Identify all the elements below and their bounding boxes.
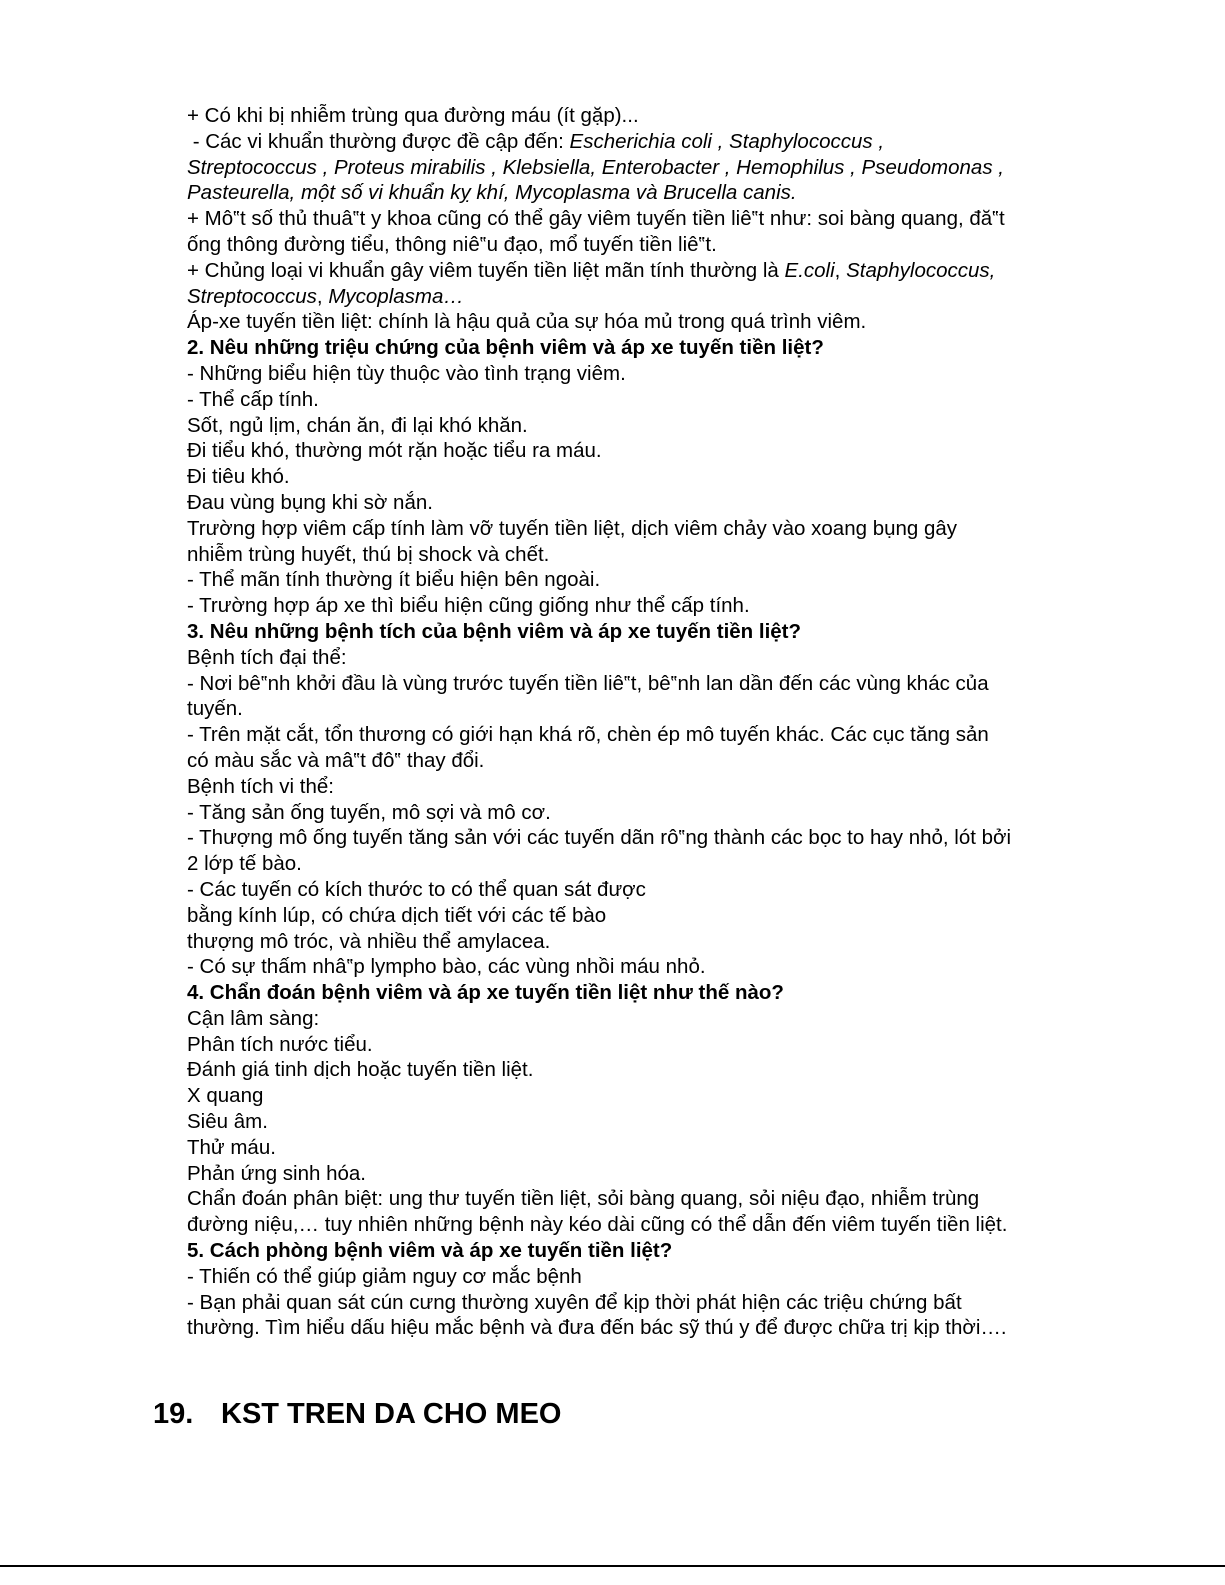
text-line: - Thể cấp tính. <box>187 387 319 411</box>
page-bottom-divider <box>0 1565 1225 1567</box>
bacteria-name: Streptococcus <box>187 284 317 308</box>
text-line: - Trường hợp áp xe thì biểu hiện cũng giống như thể cấp tính. <box>187 594 750 618</box>
text-line <box>187 129 1097 155</box>
bacteria-names: Pasteurella, một số vi khuẩn kỵ khí, Mycoplasma và Brucella canis. <box>187 181 797 205</box>
text-line: - Thượng mô ống tuyến tăng sản với các tuyến dãn rô‟ng thành các bọc to hay nhỏ, lót bởi <box>187 826 1012 850</box>
question-heading: 4. Chẩn đoán bệnh viêm và áp xe tuyến tiền liệt như thế nào? <box>187 981 784 1005</box>
text-run: - Các vi khuẩn thường được đề cập đến: <box>187 129 570 153</box>
text-run: , <box>834 258 847 282</box>
text-line: - Trên mặt cắt, tổn thương có giới hạn khá rõ, chèn ép mô tuyến khác. Các cục tăng sản <box>187 723 989 747</box>
text-line: có màu sắc và mâ‟t đô‟ thay đổi. <box>187 748 485 772</box>
text-line: Phân tích nước tiểu. <box>187 1032 373 1056</box>
text-line: Sốt, ngủ lịm, chán ăn, đi lại khó khăn. <box>187 413 528 437</box>
text-line: Đánh giá tinh dịch hoặc tuyến tiền liệt. <box>187 1058 534 1082</box>
text-line: Đi tiểu khó, thường mót rặn hoặc tiểu ra máu. <box>187 439 602 463</box>
document-body <box>187 103 1097 1341</box>
text-line: Bệnh tích đại thể: <box>187 645 347 669</box>
bacteria-names: Escherichia coli , Staphylococcus , <box>569 129 885 153</box>
text-line: + Có khi bị nhiễm trùng qua đường máu (ít gặp)... <box>187 104 639 127</box>
text-line: Bệnh tích vi thể: <box>187 774 335 798</box>
text-line: - Thể mãn tính thường ít biểu hiện bên ngoài. <box>187 568 601 592</box>
text-line <box>187 258 1097 284</box>
question-heading: 2. Nêu những triệu chứng của bệnh viêm và áp xe tuyến tiền liệt? <box>187 336 824 360</box>
text-line: X quang <box>187 1084 264 1108</box>
text-line: - Nơi bê‟nh khởi đầu là vùng trước tuyến tiền liê‟t, bê‟nh lan dần đến các vùng khác của <box>187 671 989 695</box>
text-line: nhiễm trùng huyết, thú bị shock và chết. <box>187 542 550 566</box>
text-line: - Tăng sản ống tuyến, mô sợi và mô cơ. <box>187 800 551 824</box>
text-line: - Có sự thấm nhâ‟p lympho bào, các vùng nhồi máu nhỏ. <box>187 955 706 979</box>
text-line: Phản ứng sinh hóa. <box>187 1161 366 1185</box>
text-line: đường niệu,… tuy nhiên những bệnh này kéo dài cũng có thể dẫn đến viêm tuyến tiền liệt. <box>187 1213 1008 1237</box>
bacteria-names: Streptococcus , Proteus mirabilis , Klebsiella, Enterobacter , Hemophilus , Pseudomonas , <box>187 155 1004 179</box>
text-line: Chẩn đoán phân biệt: ung thư tuyến tiền liệt, sỏi bàng quang, sỏi niệu đạo, nhiễm trùng <box>187 1187 980 1211</box>
text-line: - Các tuyến có kích thước to có thể quan sát được <box>187 877 646 901</box>
section-heading <box>153 1396 561 1432</box>
text-line <box>187 284 1097 310</box>
bacteria-name: Staphylococcus, <box>846 258 996 282</box>
text-run: + Chủng loại vi khuẩn gây viêm tuyến tiền liệt mãn tính thường là <box>187 258 785 282</box>
text-line: bằng kính lúp, có chứa dịch tiết với các tế bào <box>187 903 607 927</box>
text-line: tuyến. <box>187 697 243 721</box>
bacteria-name: E.coli <box>784 258 835 282</box>
text-line: Thử máu. <box>187 1135 276 1159</box>
text-line: thường. Tìm hiểu dấu hiệu mắc bệnh và đưa đến bác sỹ thú y để được chữa trị kịp thời…. <box>187 1316 1007 1340</box>
text-line: - Thiến có thể giúp giảm nguy cơ mắc bệnh <box>187 1264 582 1288</box>
text-line: Áp-xe tuyến tiền liệt: chính là hậu quả của sự hóa mủ trong quá trình viêm. <box>187 310 867 334</box>
bacteria-name: Mycoplasma… <box>328 284 464 308</box>
text-line: thượng mô tróc, và nhiều thể amylacea. <box>187 929 551 953</box>
text-line: 2 lớp tế bào. <box>187 852 302 876</box>
text-run: , <box>316 284 329 308</box>
text-line: Cận lâm sàng: <box>187 1006 320 1030</box>
text-line: Đau vùng bụng khi sờ nắn. <box>187 490 433 514</box>
question-heading: 3. Nêu những bệnh tích của bệnh viêm và áp xe tuyến tiền liệt? <box>187 619 802 643</box>
text-line: Trường hợp viêm cấp tính làm vỡ tuyến tiền liệt, dịch viêm chảy vào xoang bụng gây <box>187 516 958 540</box>
text-line: + Mô‟t số thủ thuâ‟t y khoa cũng có thể gây viêm tuyến tiền liê‟t như: soi bàng quang, đă‟t <box>187 207 1005 231</box>
text-line: ống thông đường tiểu, thông niê‟u đạo, mổ tuyến tiền liê‟t. <box>187 232 717 256</box>
text-line: - Những biểu hiện tùy thuộc vào tình trạng viêm. <box>187 361 626 385</box>
section-number: 19. <box>153 1398 194 1430</box>
text-line: Siêu âm. <box>187 1110 268 1134</box>
question-heading: 5. Cách phòng bệnh viêm và áp xe tuyến tiền liệt? <box>187 1239 673 1263</box>
section-title: KST TREN DA CHO MEO <box>221 1398 562 1430</box>
text-line: Đi tiêu khó. <box>187 465 290 489</box>
text-line: - Bạn phải quan sát cún cưng thường xuyên để kịp thời phát hiện các triệu chứng bất <box>187 1290 962 1314</box>
